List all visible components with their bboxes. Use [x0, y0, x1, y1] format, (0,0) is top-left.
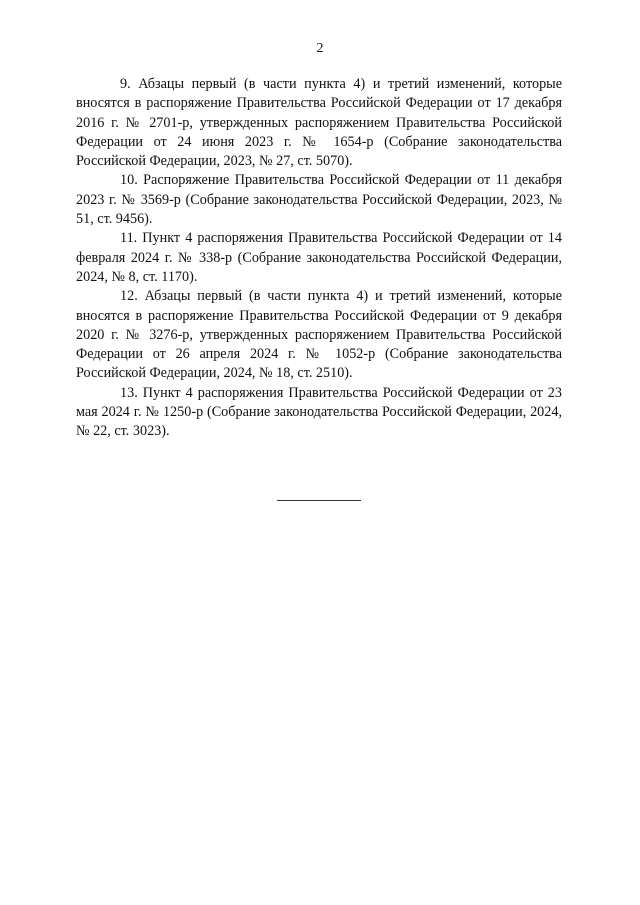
paragraph-13: 13. Пункт 4 распоряжения Правительства Российской Федерации от 23 мая 2024 г. № 1250-р (Собрание законодательства Российской Федерации, 2024, № 22, ст. 3023). [76, 384, 562, 440]
end-separator-line [277, 500, 361, 501]
paragraph-11: 11. Пункт 4 распоряжения Правительства Российской Федерации от 14 февраля 2024 г. № 338-р (Собрание законодательства Российской Федерации, 2024, № 8, ст. 1170). [76, 230, 562, 285]
document-body [76, 75, 562, 442]
paragraph-10: 10. Распоряжение Правительства Российской Федерации от 11 декабря 2023 г. № 3569-р (Собрание законодательства Российской Федерации, 2023, № 51, ст. 9456). [76, 172, 562, 228]
paragraph-9: 9. Абзацы первый (в части пункта 4) и третий изменений, которые вносятся в распоряжение Правительства Российской Федерации от 17 декабря 2016 г. № 2701-р, утвержденных распоряжением Правительства Российской Федерации от 24 июня 2023 г. № 1654-р (Собрание законодательства Российской Федерации, 2023, № 27, ст. 5070). [76, 76, 562, 170]
paragraph-12: 12. Абзацы первый (в части пункта 4) и третий изменений, которые вносятся в распоряжение Правительства Российской Федерации от 9 декабря 2020 г. № 3276-р, утвержденных распоряжением Правительства Российской Федерации от 26 апреля 2024 г. № 1052-р (Собрание законодательства Российской Федерации, 2024, № 18, ст. 2510). [76, 288, 562, 382]
page-number: 2 [316, 41, 324, 56]
